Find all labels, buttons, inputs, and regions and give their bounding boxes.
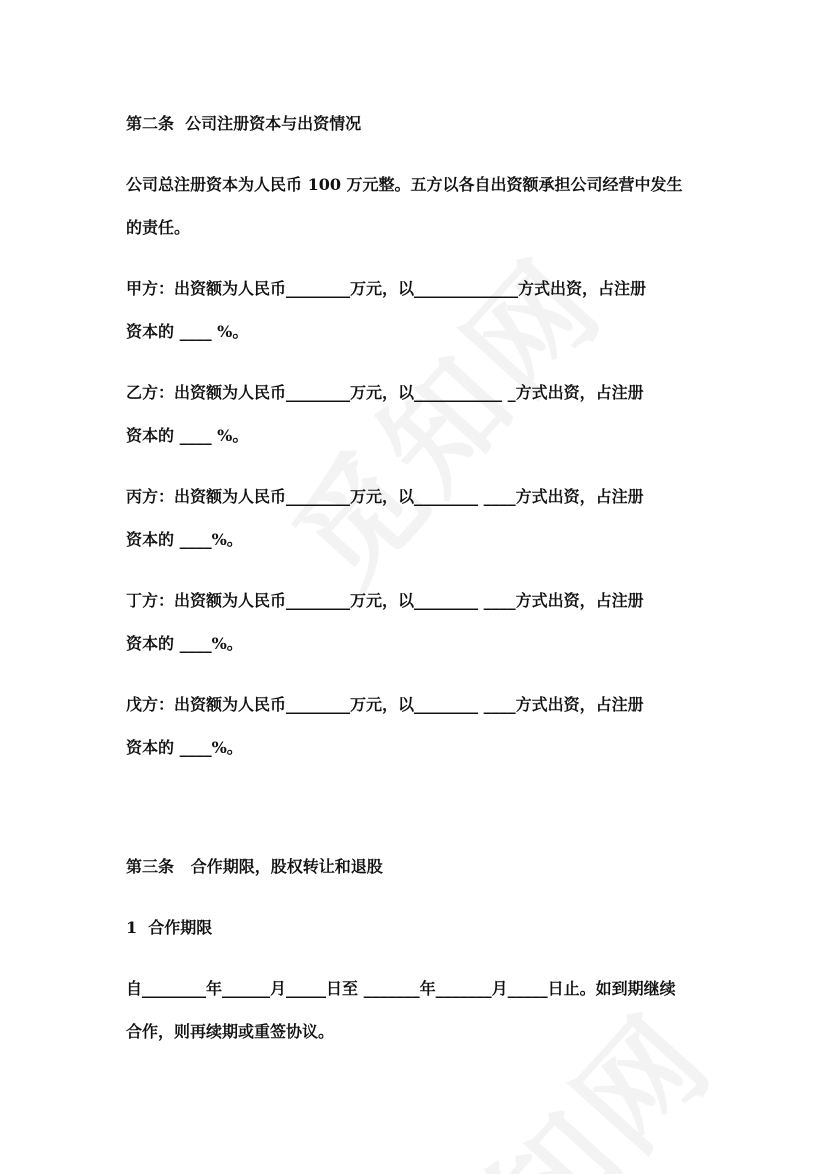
article-2-title: 第二条 公司注册资本与出资情况: [126, 114, 362, 133]
party-a-contribution: 甲方：出资额为人民币________万元，以_____________方式出资，占注册: [126, 279, 647, 298]
watermark: [360, 971, 745, 1174]
party-c-share: 资本的 ____%。: [126, 530, 243, 549]
party-c-contribution: 丙方：出资额为人民币________万元，以________ ____方式出资，占注册: [126, 487, 644, 506]
article-3-title: 第三条 合作期限，股权转让和退股: [126, 857, 383, 876]
capital-intro-line-1: 公司总注册资本为人民币 100 万元整。五方以各自出资额承担公司经营中发生: [126, 175, 683, 194]
party-b-share: 资本的 ____ %。: [126, 426, 249, 445]
watermark: [250, 216, 635, 616]
party-e-share: 资本的 ____%。: [126, 738, 243, 757]
cooperation-term-line-2: 合作，则再续期或重签协议。: [126, 1022, 335, 1041]
party-b-contribution: 乙方：出资额为人民币________万元，以___________ _方式出资，占注册: [126, 383, 644, 402]
capital-intro-line-2: 的责任。: [126, 218, 191, 237]
party-a-share: 资本的 ____ %。: [126, 322, 249, 341]
party-d-share: 资本的 ____%。: [126, 634, 243, 653]
cooperation-term-line-1: 自________年______月_____日至 _______年_______月_____日止。如到期继续: [126, 979, 676, 998]
party-d-contribution: 丁方：出资额为人民币________万元，以________ ____方式出资，占注册: [126, 591, 644, 610]
article-3-subtitle: 1 合作期限: [126, 918, 213, 937]
party-e-contribution: 戊方：出资额为人民币________万元，以________ ____方式出资，占注册: [126, 695, 644, 714]
